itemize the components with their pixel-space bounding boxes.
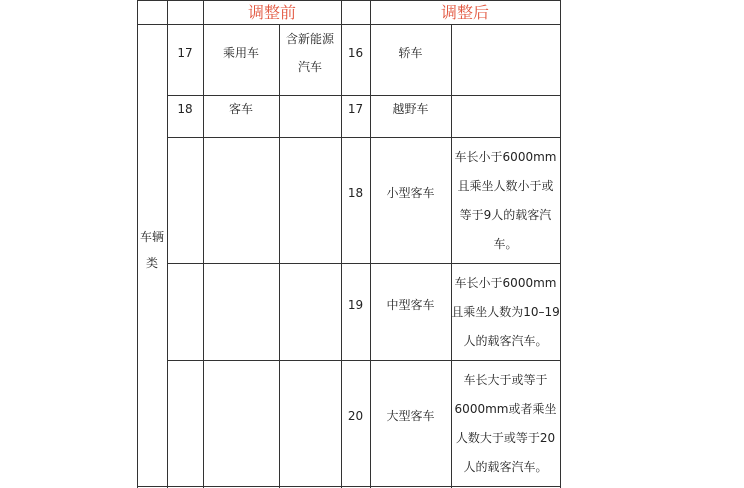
header-before: 调整前 xyxy=(247,2,296,22)
description-line: 且乘坐人数为10–19 xyxy=(451,304,560,319)
category-label xyxy=(137,220,167,280)
description-line: 人的载客汽车。 xyxy=(463,459,548,474)
new-name: 中型客车 xyxy=(386,297,435,312)
table-border-right xyxy=(560,0,561,488)
category-label-line: 类 xyxy=(145,256,158,270)
new-description xyxy=(451,264,560,360)
new-name: 小型客车 xyxy=(386,185,435,200)
description-line: 车长大于或等于 xyxy=(463,372,548,387)
description-line: 车长小于6000mm xyxy=(454,275,557,290)
new-number: 20 xyxy=(347,408,364,423)
old-note-line: 含新能源 xyxy=(285,32,334,46)
description-line: 人数大于或等于20 xyxy=(455,430,556,445)
new-number: 19 xyxy=(347,297,364,312)
old-name: 乘用车 xyxy=(222,45,259,60)
new-description xyxy=(451,361,560,486)
description-line: 车。 xyxy=(493,236,518,251)
description-line: 等于9人的载客汽 xyxy=(459,207,552,222)
new-name: 轿车 xyxy=(398,45,423,60)
header-after: 调整后 xyxy=(440,2,489,22)
description-line: 且乘坐人数小于或 xyxy=(457,178,554,193)
description-line: 6000mm或者乘坐 xyxy=(454,401,557,416)
column-divider xyxy=(279,24,280,488)
new-name: 大型客车 xyxy=(386,408,435,423)
old-note-line: 汽车 xyxy=(297,60,322,74)
new-name: 越野车 xyxy=(392,101,429,116)
old-number: 17 xyxy=(177,45,193,60)
description-line: 车长小于6000mm xyxy=(454,149,557,164)
new-number: 17 xyxy=(347,101,364,116)
column-divider xyxy=(167,0,168,488)
header-row-divider xyxy=(137,24,560,25)
old-name: 客车 xyxy=(228,101,253,116)
table-border-bottom xyxy=(137,486,560,487)
category-label-line: 车辆 xyxy=(139,230,164,244)
new-number: 18 xyxy=(347,185,364,200)
old-note xyxy=(279,25,341,81)
column-divider xyxy=(203,0,204,488)
description-line: 人的载客汽车。 xyxy=(463,333,548,348)
old-number: 18 xyxy=(177,101,193,116)
new-description xyxy=(451,138,560,263)
new-number: 16 xyxy=(347,45,364,60)
